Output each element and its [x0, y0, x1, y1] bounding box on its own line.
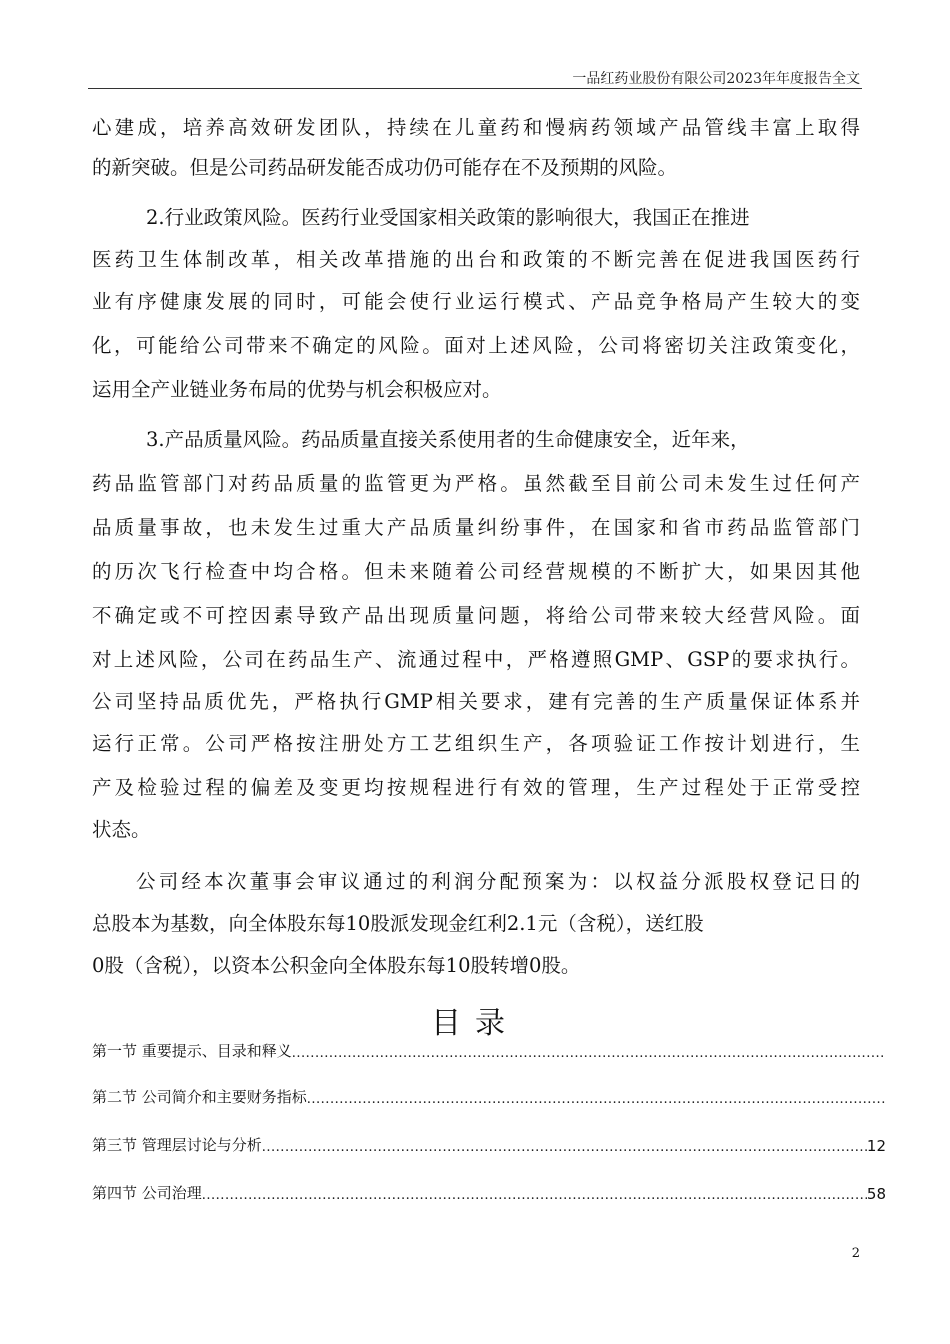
body-line: 对上述风险，公司在药品生产、流通过程中，严格遵照GMP、GSP的要求执行。: [92, 648, 860, 671]
header-rule: [88, 88, 862, 89]
toc-leader-dots: [262, 1140, 867, 1155]
body-line: 不确定或不可控因素导致产品出现质量问题，将给公司带来较大经营风险。面: [92, 604, 860, 627]
body-line: 2.行业政策风险。医药行业受国家相关政策的影响很大，我国正在推进: [146, 206, 750, 229]
toc-leader-dots: [307, 1092, 886, 1107]
toc-entry-label: 第一节 重要提示、目录和释义: [92, 1042, 292, 1060]
page-number: 2: [851, 1246, 860, 1261]
body-line: 药品监管部门对药品质量的监管更为严格。虽然截至目前公司未发生过任何产: [92, 472, 860, 495]
toc-leader-dots: [202, 1188, 867, 1203]
toc-entry-label: 第四节 公司治理: [92, 1184, 202, 1202]
body-line: 产及检验过程的偏差及变更均按规程进行有效的管理，生产过程处于正常受控: [92, 776, 860, 799]
body-line: 0股（含税），以资本公积金向全体股东每10股转增0股。: [92, 954, 581, 977]
toc-entry[interactable]: [92, 1182, 886, 1203]
body-line: 化，可能给公司带来不确定的风险。面对上述风险，公司将密切关注政策变化，: [92, 334, 860, 357]
body-line: 公司坚持品质优先，严格执行GMP相关要求，建有完善的生产质量保证体系并: [92, 690, 860, 713]
toc-entry-page: 58: [866, 1185, 886, 1203]
toc-entry[interactable]: [92, 1134, 886, 1155]
body-line: 状态。: [92, 818, 151, 841]
body-line: 医药卫生体制改革，相关改革措施的出台和政策的不断完善在促进我国医药行: [92, 248, 860, 271]
body-line: 业有序健康发展的同时，可能会使行业运行模式、产品竞争格局产生较大的变: [92, 290, 860, 313]
toc-entry[interactable]: [92, 1040, 886, 1061]
body-line: 总股本为基数，向全体股东每10股派发现金红利2.1元（含税），送红股: [92, 912, 704, 935]
toc-entry-page: 12: [866, 1137, 886, 1155]
body-line: 的历次飞行检查中均合格。但未来随着公司经营规模的不断扩大，如果因其他: [92, 560, 860, 583]
body-line: 运行正常。公司严格按注册处方工艺组织生产，各项验证工作按计划进行，生: [92, 732, 860, 755]
running-header: 一品红药业股份有限公司2023年年度报告全文: [572, 71, 860, 87]
toc-leader-dots: [292, 1046, 886, 1061]
body-line: 的新突破。但是公司药品研发能否成功仍可能存在不及预期的风险。: [92, 156, 678, 179]
body-line: 公司经本次董事会审议通过的利润分配预案为：以权益分派股权登记日的: [136, 870, 860, 893]
toc-entry-label: 第三节 管理层讨论与分析: [92, 1136, 262, 1154]
toc-entry-label: 第二节 公司简介和主要财务指标: [92, 1088, 307, 1106]
toc-entry[interactable]: [92, 1086, 886, 1107]
body-line: 心建成，培养高效研发团队，持续在儿童药和慢病药领域产品管线丰富上取得: [92, 116, 860, 139]
body-line: 3.产品质量风险。药品质量直接关系使用者的生命健康安全，近年来，: [146, 428, 750, 451]
body-line: 运用全产业链业务布局的优势与机会积极应对。: [92, 378, 502, 401]
body-line: 品质量事故，也未发生过重大产品质量纠纷事件，在国家和省市药品监管部门: [92, 516, 860, 539]
toc-title: 目录: [431, 1006, 519, 1041]
